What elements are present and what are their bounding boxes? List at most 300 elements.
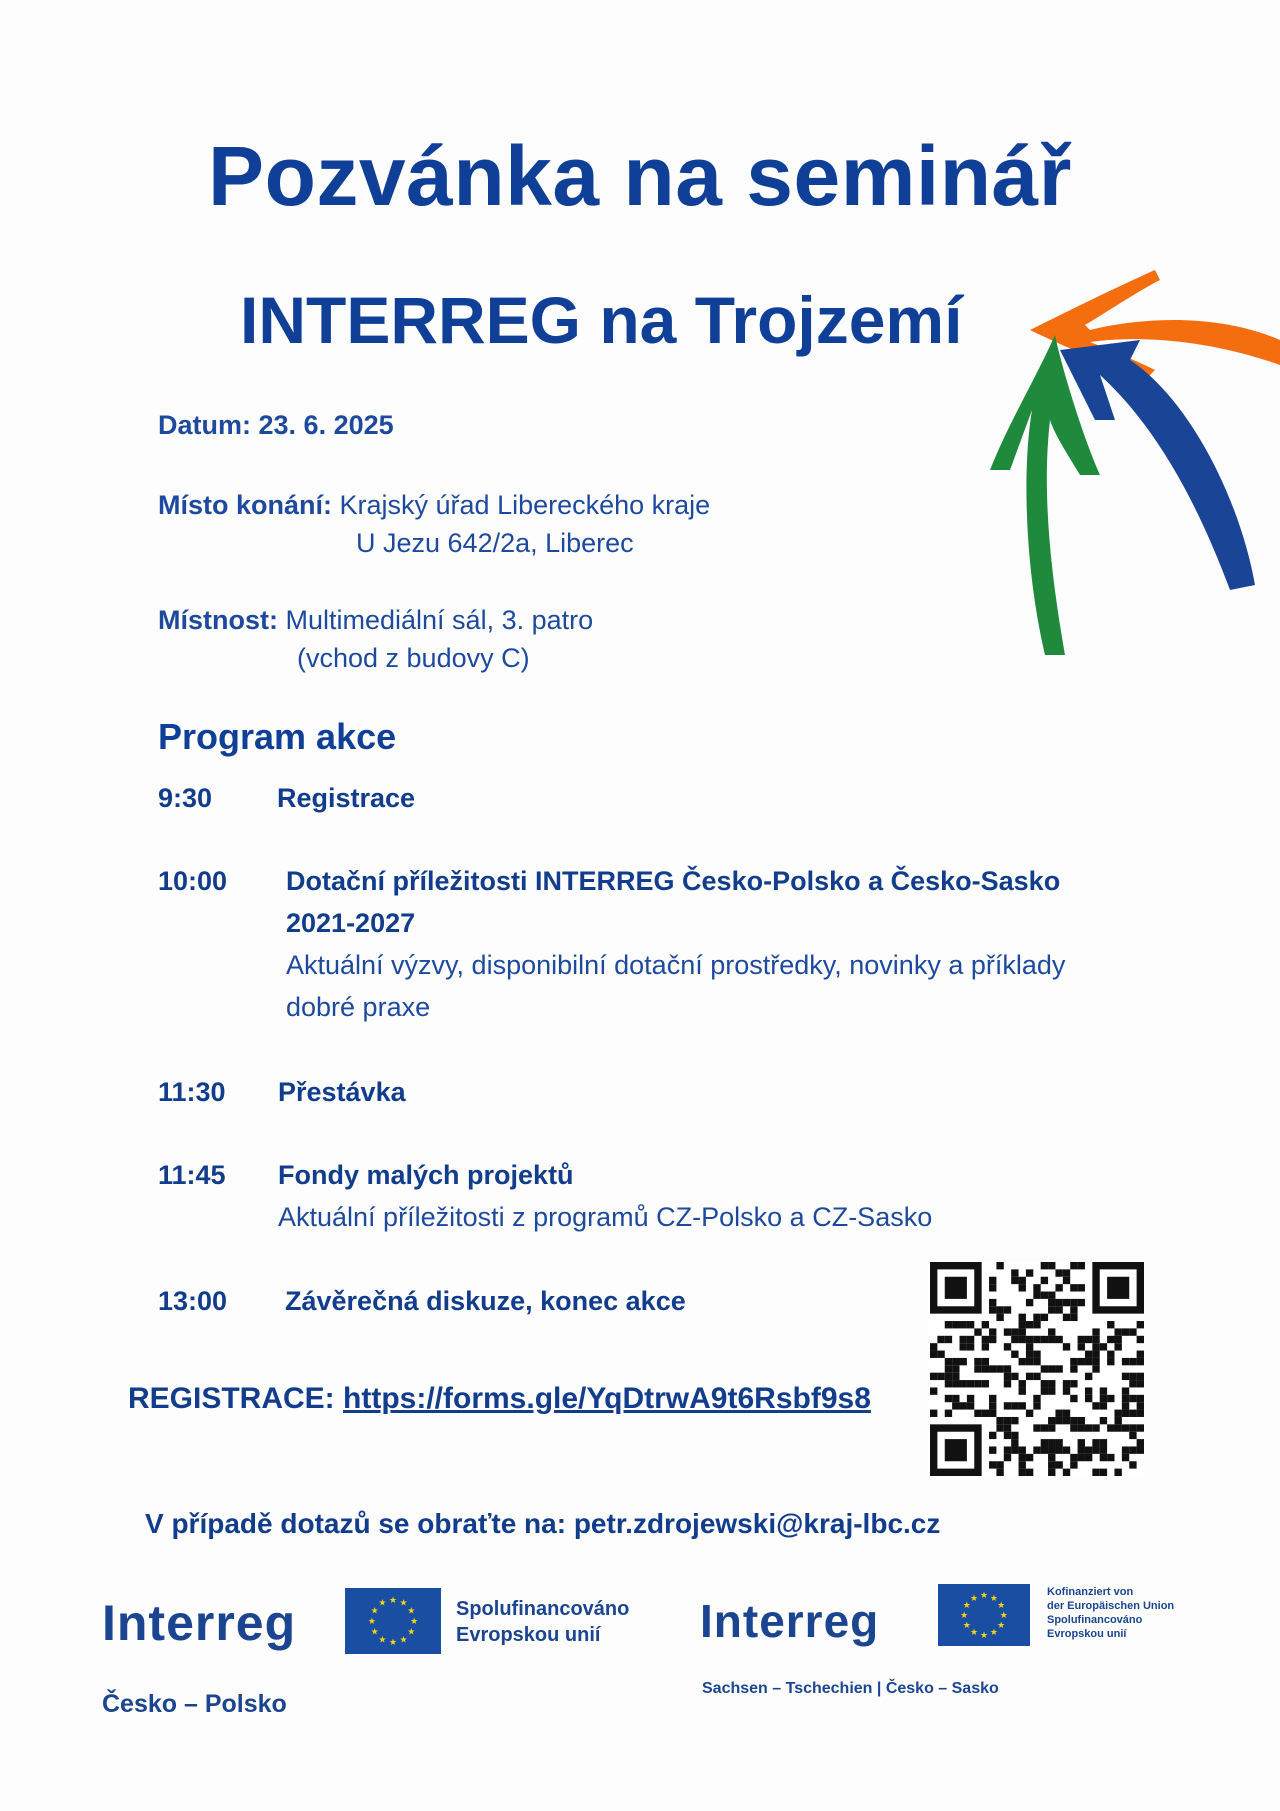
qr-module: [1137, 1424, 1144, 1431]
qr-module: [1019, 1314, 1026, 1321]
qr-module: [1019, 1358, 1026, 1365]
room-value-line1: Multimediální sál, 3. patro: [285, 605, 594, 635]
qr-module: [1085, 1454, 1092, 1461]
qr-module: [1092, 1358, 1099, 1365]
qr-module: [1122, 1454, 1129, 1461]
qr-module: [1078, 1358, 1085, 1365]
eu-star-icon: ★: [370, 1626, 379, 1637]
qr-module: [1026, 1299, 1033, 1306]
qr-module: [1048, 1387, 1055, 1394]
qr-module: [1085, 1373, 1092, 1380]
qr-module: [1129, 1432, 1136, 1439]
qr-module: [952, 1321, 959, 1328]
qr-module: [1033, 1373, 1040, 1380]
qr-module: [945, 1358, 952, 1365]
qr-module: [1004, 1446, 1011, 1453]
qr-module: [1129, 1461, 1136, 1468]
qr-module: [1041, 1424, 1048, 1431]
page-title: Pozvánka na seminář: [208, 129, 1072, 223]
eu-star-icon: ★: [999, 1610, 1008, 1620]
qr-module: [967, 1343, 974, 1350]
qr-module: [1122, 1424, 1129, 1431]
qr-module: [1078, 1336, 1085, 1343]
qr-module: [960, 1336, 967, 1343]
qr-module: [1011, 1351, 1018, 1358]
qr-module: [989, 1328, 996, 1335]
qr-module: [1033, 1351, 1040, 1358]
qr-module: [1041, 1387, 1048, 1394]
qr-module: [982, 1336, 989, 1343]
qr-module: [1004, 1343, 1011, 1350]
qr-module: [989, 1461, 996, 1468]
qr-module: [1129, 1380, 1136, 1387]
qr-module: [937, 1373, 944, 1380]
qr-module: [1019, 1469, 1026, 1476]
eu-star-icon: ★: [962, 1619, 971, 1630]
qr-module: [1129, 1328, 1136, 1335]
qr-module: [1114, 1328, 1121, 1335]
qr-module: [1048, 1306, 1055, 1313]
qr-module: [1048, 1469, 1055, 1476]
qr-module: [1019, 1321, 1026, 1328]
qr-module: [989, 1395, 996, 1402]
qr-module: [1137, 1380, 1144, 1387]
qr-module: [1085, 1387, 1092, 1394]
qr-module: [1011, 1439, 1018, 1446]
qr-module: [1100, 1395, 1107, 1402]
qr-module: [1085, 1336, 1092, 1343]
program-title: Registrace: [277, 783, 416, 813]
qr-module: [982, 1358, 989, 1365]
qr-module: [1137, 1336, 1144, 1343]
qr-module: [1114, 1469, 1121, 1476]
qr-module: [1137, 1395, 1144, 1402]
eu-star-icon: ★: [979, 1629, 989, 1640]
program-desc: Aktuální výzvy, disponibilní dotační prostředky, novinky a příklady: [286, 950, 1066, 980]
interreg-logo-left: Interreg: [102, 1595, 297, 1651]
qr-module: [996, 1417, 1003, 1424]
qr-module: [952, 1402, 959, 1409]
contact-line: V případě dotazů se obraťte na: petr.zdrojewski@kraj-lbc.cz: [145, 1508, 941, 1539]
qr-module: [945, 1321, 952, 1328]
qr-module: [1055, 1336, 1062, 1343]
qr-module: [1107, 1321, 1114, 1328]
qr-module: [1100, 1454, 1107, 1461]
qr-module: [1004, 1380, 1011, 1387]
eu-star-icon: ★: [979, 1590, 989, 1601]
qr-module: [1092, 1328, 1099, 1335]
qr-module: [1019, 1328, 1026, 1335]
eu-text-right: [1047, 1585, 1174, 1641]
qr-module: [1137, 1410, 1144, 1417]
qr-module: [1092, 1446, 1099, 1453]
qr-module: [1100, 1402, 1107, 1409]
qr-module: [996, 1424, 1003, 1431]
qr-module: [1100, 1439, 1107, 1446]
qr-module: [1055, 1299, 1062, 1306]
date-label: Datum:: [158, 410, 251, 440]
qr-module: [1114, 1410, 1121, 1417]
qr-module: [1011, 1328, 1018, 1335]
qr-module: [1063, 1269, 1070, 1276]
qr-module: [1026, 1343, 1033, 1350]
qr-module: [1122, 1395, 1129, 1402]
qr-module: [982, 1365, 989, 1372]
qr-module: [1122, 1402, 1129, 1409]
registration-line: [128, 1382, 871, 1416]
qr-module: [996, 1314, 1003, 1321]
qr-module: [996, 1365, 1003, 1372]
eu-star-icon: ★: [410, 1616, 419, 1626]
qr-module: [952, 1365, 959, 1372]
program-title: Dotační příležitosti INTERREG Česko-Polsko a Česko-Sasko: [286, 866, 1061, 896]
qr-module: [1129, 1410, 1136, 1417]
qr-module: [945, 1373, 952, 1380]
qr-module: [945, 1380, 952, 1387]
qr-module: [1019, 1380, 1026, 1387]
qr-module: [1041, 1365, 1048, 1372]
qr-module: [1048, 1336, 1055, 1343]
qr-module: [1078, 1454, 1085, 1461]
qr-module: [1063, 1314, 1070, 1321]
qr-module: [1107, 1454, 1114, 1461]
program-heading: Program akce: [158, 716, 397, 757]
eu-star-icon: ★: [407, 1626, 416, 1637]
qr-module: [1085, 1358, 1092, 1365]
qr-module: [1114, 1424, 1121, 1431]
qr-module: [1122, 1358, 1129, 1365]
qr-module: [1137, 1439, 1144, 1446]
qr-module: [989, 1284, 996, 1291]
qr-module: [1019, 1454, 1026, 1461]
page-subtitle: INTERREG na Trojzemí: [240, 283, 963, 357]
qr-module: [974, 1358, 981, 1365]
eu-flag-icon: [345, 1588, 441, 1654]
qr-module: [1033, 1358, 1040, 1365]
qr-module: [945, 1410, 952, 1417]
eu-star-icon: ★: [970, 1627, 979, 1638]
qr-module: [1078, 1299, 1085, 1306]
place-value-line1: Krajský úřad Libereckého kraje: [339, 490, 711, 520]
eu-star-icon: ★: [970, 1592, 979, 1603]
qr-module: [989, 1446, 996, 1453]
qr-module: [967, 1380, 974, 1387]
qr-module: [1048, 1424, 1055, 1431]
qr-module: [1026, 1410, 1033, 1417]
qr-module: [1122, 1328, 1129, 1335]
qr-module: [1004, 1432, 1011, 1439]
qr-module: [1070, 1299, 1077, 1306]
qr-module: [1055, 1446, 1062, 1453]
qr-module: [1041, 1439, 1048, 1446]
program-desc: Aktuální příležitosti z programů CZ-Polsko a CZ-Sasko: [278, 1202, 933, 1232]
qr-module: [1033, 1314, 1040, 1321]
registration-label: REGISTRACE:: [128, 1382, 335, 1415]
place-line: [158, 490, 710, 521]
qr-module: [1048, 1365, 1055, 1372]
qr-module: [1078, 1343, 1085, 1350]
qr-module: [1004, 1402, 1011, 1409]
qr-module: [1004, 1417, 1011, 1424]
qr-module: [1063, 1343, 1070, 1350]
qr-module: [1100, 1469, 1107, 1476]
qr-module: [1137, 1446, 1144, 1453]
qr-module: [1070, 1262, 1077, 1269]
program-region-right: Sachsen – Tschechien | Česko – Sasko: [702, 1680, 999, 1697]
qr-module: [982, 1380, 989, 1387]
qr-module: [1048, 1417, 1055, 1424]
qr-module: [1092, 1402, 1099, 1409]
qr-module: [967, 1402, 974, 1409]
qr-module: [1026, 1351, 1033, 1358]
qr-module: [1019, 1277, 1026, 1284]
qr-module: [952, 1373, 959, 1380]
qr-module: [1011, 1402, 1018, 1409]
qr-module: [960, 1380, 967, 1387]
eu-text-left: [456, 1596, 629, 1648]
qr-module: [1122, 1446, 1129, 1453]
qr-module: [1048, 1299, 1055, 1306]
registration-link[interactable]: https://forms.gle/YqDtrwA9t6Rsbf9s8: [343, 1382, 871, 1415]
qr-module: [960, 1321, 967, 1328]
qr-module: [1078, 1446, 1085, 1453]
qr-module: [1004, 1365, 1011, 1372]
qr-module: [945, 1365, 952, 1372]
qr-module: [1070, 1358, 1077, 1365]
qr-module: [1114, 1417, 1121, 1424]
qr-module: [1019, 1461, 1026, 1468]
qr-module: [1026, 1358, 1033, 1365]
qr-module: [1026, 1336, 1033, 1343]
qr-module: [967, 1336, 974, 1343]
eu-star-icon: ★: [370, 1605, 379, 1616]
qr-module: [1078, 1262, 1085, 1269]
eu-star-icon: ★: [989, 1592, 998, 1603]
date-value: 23. 6. 2025: [258, 410, 394, 440]
qr-module: [982, 1410, 989, 1417]
qr-module: [1004, 1424, 1011, 1431]
qr-code-icon[interactable]: [930, 1262, 1144, 1476]
qr-module: [996, 1469, 1003, 1476]
qr-module: [1048, 1292, 1055, 1299]
qr-module: [1063, 1380, 1070, 1387]
eu-text-line: Spolufinancováno: [456, 1598, 630, 1620]
room-line: [158, 605, 593, 636]
qr-module: [1100, 1417, 1107, 1424]
qr-module: [1107, 1424, 1114, 1431]
qr-module: [1041, 1262, 1048, 1269]
program-time: 13:00: [158, 1286, 228, 1316]
qr-module: [1011, 1269, 1018, 1276]
qr-module: [1100, 1343, 1107, 1350]
eu-text-line: Spolufinancováno: [1047, 1614, 1143, 1626]
qr-module: [1055, 1439, 1062, 1446]
qr-module: [1004, 1306, 1011, 1313]
qr-module: [1092, 1439, 1099, 1446]
qr-module: [1026, 1321, 1033, 1328]
qr-module: [960, 1402, 967, 1409]
qr-module: [1033, 1395, 1040, 1402]
qr-module: [1041, 1336, 1048, 1343]
qr-module: [1019, 1387, 1026, 1394]
eu-text-line: Evropskou unií: [1047, 1628, 1127, 1640]
qr-module: [1055, 1306, 1062, 1313]
program-desc-line2: dobré praxe: [286, 992, 431, 1022]
qr-finder: [1107, 1277, 1129, 1299]
qr-module: [1019, 1446, 1026, 1453]
qr-module: [952, 1380, 959, 1387]
qr-module: [1085, 1351, 1092, 1358]
qr-module: [1129, 1424, 1136, 1431]
qr-module: [1070, 1454, 1077, 1461]
date-line: [158, 410, 394, 441]
qr-module: [1041, 1446, 1048, 1453]
qr-module: [1129, 1446, 1136, 1453]
eu-star-icon: ★: [399, 1597, 408, 1608]
qr-module: [945, 1336, 952, 1343]
program-title: Fondy malých projektů: [278, 1160, 574, 1190]
qr-module: [1011, 1373, 1018, 1380]
qr-module: [1041, 1292, 1048, 1299]
qr-module: [1033, 1424, 1040, 1431]
qr-module: [1129, 1373, 1136, 1380]
program-title: Závěrečná diskuze, konec akce: [285, 1286, 686, 1316]
qr-module: [1070, 1461, 1077, 1468]
qr-module: [1055, 1417, 1062, 1424]
eu-text-line: der Europäischen Union: [1047, 1600, 1175, 1612]
qr-module: [1085, 1446, 1092, 1453]
qr-module: [952, 1395, 959, 1402]
eu-text-line: Evropskou unií: [456, 1624, 601, 1646]
qr-module: [1011, 1432, 1018, 1439]
qr-module: [974, 1328, 981, 1335]
qr-module: [1092, 1351, 1099, 1358]
qr-module: [1055, 1365, 1062, 1372]
qr-module: [1033, 1402, 1040, 1409]
qr-module: [989, 1432, 996, 1439]
qr-module: [1041, 1277, 1048, 1284]
eu-star-icon: ★: [378, 1597, 387, 1608]
eu-text-line: Kofinanziert von: [1047, 1586, 1134, 1598]
qr-module: [1011, 1446, 1018, 1453]
qr-module: [960, 1358, 967, 1365]
qr-module: [1048, 1328, 1055, 1335]
qr-module: [1107, 1395, 1114, 1402]
qr-module: [1137, 1402, 1144, 1409]
qr-module: [1063, 1387, 1070, 1394]
qr-module: [1011, 1277, 1018, 1284]
qr-module: [1011, 1336, 1018, 1343]
eu-star-icon: ★: [989, 1627, 998, 1638]
qr-module: [1137, 1373, 1144, 1380]
qr-module: [1063, 1410, 1070, 1417]
room-value-line2: (vchod z budovy C): [297, 643, 530, 673]
eu-star-icon: ★: [399, 1634, 408, 1645]
qr-module: [1063, 1299, 1070, 1306]
qr-module: [967, 1395, 974, 1402]
qr-module: [1070, 1417, 1077, 1424]
qr-module: [996, 1461, 1003, 1468]
qr-module: [989, 1365, 996, 1372]
qr-module: [1092, 1365, 1099, 1372]
qr-module: [1048, 1454, 1055, 1461]
qr-module: [1041, 1380, 1048, 1387]
eu-star-icon: ★: [962, 1600, 971, 1611]
program-title-line2: 2021-2027: [286, 908, 416, 938]
qr-module: [1026, 1469, 1033, 1476]
qr-module: [989, 1336, 996, 1343]
qr-module: [1070, 1380, 1077, 1387]
qr-module: [1055, 1269, 1062, 1276]
qr-module: [1122, 1373, 1129, 1380]
place-label: Místo konání:: [158, 490, 332, 520]
qr-module: [1063, 1417, 1070, 1424]
qr-module: [945, 1395, 952, 1402]
qr-module: [1033, 1292, 1040, 1299]
interreg-logo-right: Interreg: [700, 1595, 880, 1647]
eu-star-icon: ★: [997, 1619, 1006, 1630]
qr-module: [974, 1380, 981, 1387]
qr-module: [1033, 1321, 1040, 1328]
qr-module: [1063, 1277, 1070, 1284]
qr-module: [1063, 1469, 1070, 1476]
qr-module: [1019, 1284, 1026, 1291]
qr-module: [1048, 1461, 1055, 1468]
qr-module: [1055, 1410, 1062, 1417]
eu-star-icon: ★: [997, 1600, 1006, 1611]
qr-module: [1092, 1469, 1099, 1476]
qr-module: [1078, 1417, 1085, 1424]
qr-module: [1055, 1461, 1062, 1468]
qr-module: [1129, 1358, 1136, 1365]
qr-module: [1107, 1358, 1114, 1365]
eu-star-icon: ★: [378, 1634, 387, 1645]
qr-module: [1107, 1336, 1114, 1343]
qr-module: [1070, 1365, 1077, 1372]
qr-module: [930, 1351, 937, 1358]
qr-module: [1070, 1424, 1077, 1431]
arrows-decoration: [950, 270, 1280, 670]
qr-module: [989, 1306, 996, 1313]
qr-module: [1004, 1373, 1011, 1380]
qr-module: [1004, 1328, 1011, 1335]
qr-module: [1137, 1351, 1144, 1358]
qr-module: [1033, 1284, 1040, 1291]
qr-module: [982, 1343, 989, 1350]
qr-module: [1078, 1424, 1085, 1431]
qr-module: [1048, 1439, 1055, 1446]
qr-module: [930, 1343, 937, 1350]
qr-module: [930, 1387, 937, 1394]
qr-module: [1107, 1351, 1114, 1358]
qr-module: [989, 1277, 996, 1284]
qr-module: [996, 1306, 1003, 1313]
eu-star-icon: ★: [388, 1637, 398, 1648]
qr-module: [1129, 1395, 1136, 1402]
qr-module: [1019, 1336, 1026, 1343]
qr-module: [1055, 1284, 1062, 1291]
program-time: 11:45: [158, 1160, 226, 1190]
qr-module: [1004, 1454, 1011, 1461]
qr-module: [1026, 1373, 1033, 1380]
qr-module: [996, 1262, 1003, 1269]
qr-module: [974, 1410, 981, 1417]
eu-star-icon: ★: [367, 1616, 376, 1626]
qr-module: [1070, 1314, 1077, 1321]
qr-module: [1122, 1410, 1129, 1417]
qr-module: [1063, 1446, 1070, 1453]
qr-module: [1041, 1314, 1048, 1321]
